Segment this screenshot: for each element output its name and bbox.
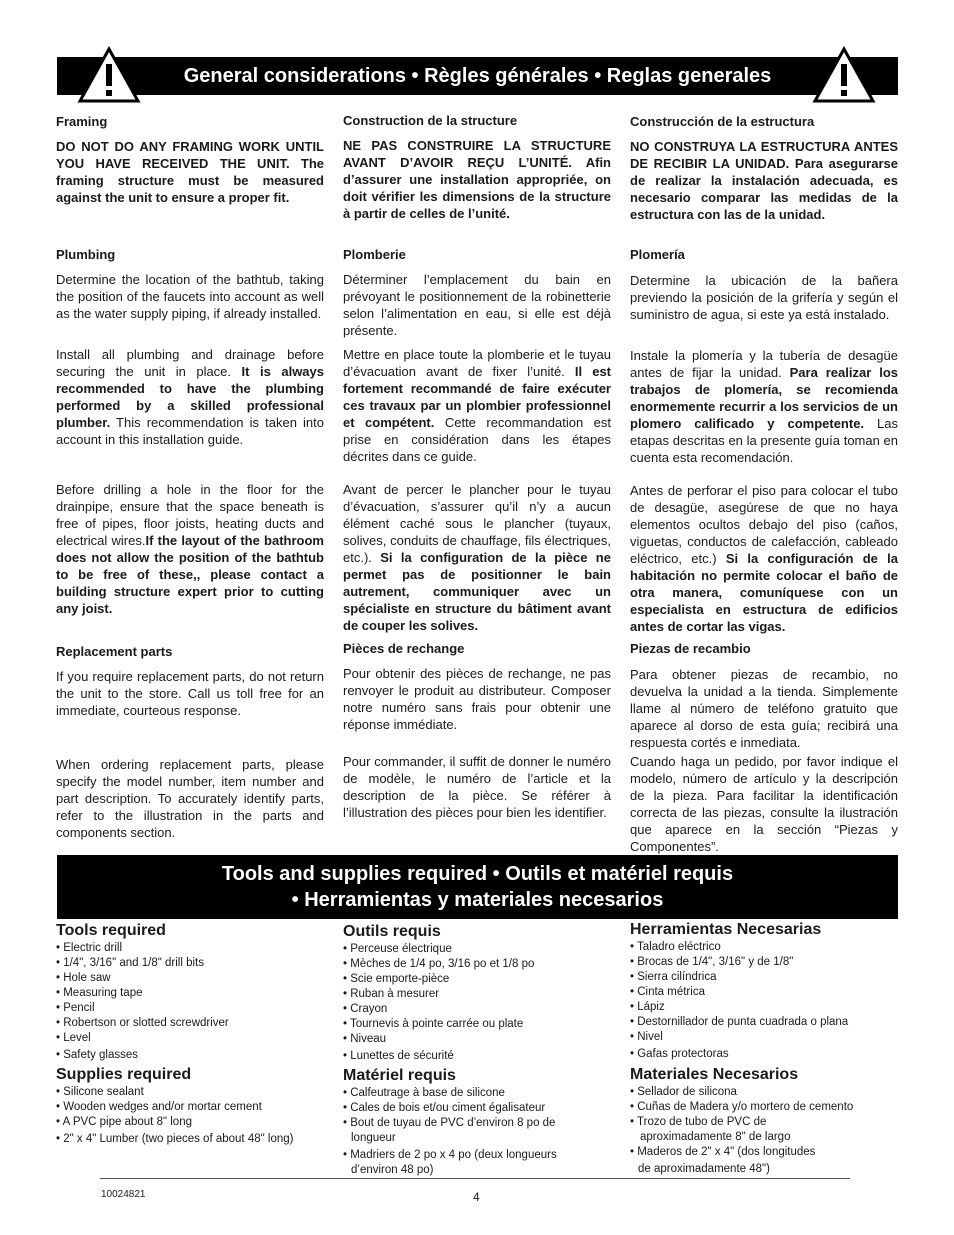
framing-text-fr: NE PAS CONSTRUIRE LA STRUCTURE AVANT D’AVOIR REÇU L’UNITÉ. Afin d’assurer une installation appropriée, on doit vérifier les dimensions de la structure à partir de celles de l’unité.	[343, 138, 611, 221]
list-item: • Robertson or slotted screwdriver	[56, 1017, 229, 1029]
plumbing-p2-fr: Mettre en place toute la plomberie et le tuyau d’évacuation avant de fixer l’unité. Il est fortement recommandé de faire exécuter ces travaux par un plombier professionnel et compétent. Cette recommandation est prise en considération dans les étapes décrites dans ce guide.	[343, 347, 612, 464]
footer-divider	[100, 1178, 850, 1179]
list-item: • Crayon	[343, 1003, 388, 1015]
supplies-list-es	[630, 1085, 853, 1177]
section-title-tools-line1: Tools and supplies required • Outils et matériel requis	[221, 863, 734, 885]
framing-heading-es: Construcción de la estructura	[630, 114, 815, 129]
tools-heading-es: Herramientas Necesarias	[630, 921, 822, 938]
replacement-p2-es: Cuando haga un pedido, por favor indique el modelo, número de artículo y la descripción de la pieza. Para facilitar la identificación correcta de las piezas, consulte la ilustración que aparece en la sección “Piezas y Componentes”.	[630, 754, 898, 854]
list-item: • Lápiz	[630, 1001, 665, 1013]
replacement-p2-en: When ordering replacement parts, please specify the model number, item number and part description. To accurately identify parts, refer to the illustration in the parts and components section.	[56, 757, 324, 840]
list-item: • Ruban à mesurer	[343, 988, 440, 1000]
plumbing-p1-en: Determine the location of the bathtub, taking the position of the faucets into account as well as the water supply piping, if already installed.	[56, 272, 324, 321]
list-item: • A PVC pipe about 8" long	[56, 1116, 192, 1128]
list-item: • Maderos de 2" x 4" (dos longitudes	[630, 1146, 816, 1158]
plumbing-p3-es: Antes de perforar el piso para colocar el tubo de desagüe, asegúrese de que no haya elementos ocultos debajo del piso (caños, viguetas, conductos de calefacción, cableado eléctrico, etc.) Si la configuración de la habitación no permite colocar el baño de otra manera, comuníquese con un especialista en estructura de edificios antes de cortar las vigas.	[630, 483, 898, 634]
replacement-p1-es: Para obtener piezas de recambio, no devuelva la unidad a la tienda. Simplemente llame al número de teléfono gratuito que aparece al dorso de esta guía; recibirá una respuesta cortés e inmediata.	[630, 667, 898, 750]
list-item: longueur	[351, 1132, 396, 1144]
list-item: • Pencil	[56, 1002, 95, 1014]
plumbing-heading-es: Plomería	[630, 247, 685, 262]
tools-list-fr	[343, 942, 534, 1064]
replacement-heading-fr: Pièces de rechange	[343, 641, 465, 656]
list-item: • Bout de tuyau de PVC d’environ 8 po de	[343, 1117, 556, 1129]
plumbing-heading-en: Plumbing	[56, 247, 116, 262]
tools-heading-en: Tools required	[56, 922, 166, 939]
section-title-general: General considerations • Règles générales • Reglas generales	[183, 65, 772, 87]
replacement-p1-fr: Pour obtenir des pièces de rechange, ne pas renvoyer le produit au distributeur. Composer notre numéro sans frais pour obtenir une réponse immédiate.	[343, 666, 611, 732]
list-item: • Destornillador de punta cuadrada o plana	[630, 1016, 849, 1028]
plumbing-p1-fr: Déterminer l’emplacement du bain en prévoyant le positionnement de la robinetterie selon l’alimentation en eau, si elle est déjà présente.	[343, 272, 611, 338]
plumbing-heading-fr: Plomberie	[343, 247, 406, 262]
list-item: • Gafas protectoras	[630, 1048, 729, 1060]
list-item: • Silicone sealant	[56, 1086, 144, 1098]
warning-triangle-right-icon	[812, 46, 876, 104]
replacement-p1-en: If you require replacement parts, do not return the unit to the store. Call us toll free for an immediate, courteous response.	[56, 669, 324, 718]
list-item: • Calfeutrage à base de silicone	[343, 1087, 505, 1099]
list-item: • Perceuse électrique	[343, 943, 452, 955]
list-item: • Cales de bois et/ou ciment égalisateur	[343, 1102, 546, 1114]
list-item: • Safety glasses	[56, 1049, 139, 1061]
list-item: • Tournevis à pointe carrée ou plate	[343, 1018, 524, 1030]
list-item: • Brocas de 1/4", 3/16" y de 1/8"	[630, 956, 794, 968]
framing-heading-en: Framing	[56, 114, 108, 129]
section-title-tools-line2: • Herramientas y materiales necesarios	[291, 889, 664, 911]
supplies-list-en	[56, 1085, 293, 1147]
list-item: • Level	[56, 1032, 91, 1044]
list-item: • Wooden wedges and/or mortar cement	[56, 1101, 262, 1113]
document-number: 10024821	[101, 1189, 146, 1200]
list-item: • Sierra cilíndrica	[630, 971, 717, 983]
list-item: • Niveau	[343, 1033, 387, 1045]
supplies-heading-es: Materiales Necesarios	[630, 1066, 799, 1083]
tools-list-en	[56, 941, 229, 1063]
list-item: • 1/4", 3/16" and 1/8" drill bits	[56, 957, 204, 969]
list-item: de aproximadamente 48")	[638, 1163, 770, 1175]
supplies-heading-en: Supplies required	[56, 1066, 192, 1083]
section-banner-tools	[57, 855, 898, 919]
tools-heading-fr: Outils requis	[343, 923, 441, 940]
list-item: • 2" x 4" Lumber (two pieces of about 48" long)	[56, 1133, 294, 1145]
list-item: • Sellador de silicona	[630, 1086, 737, 1098]
list-item: • Electric drill	[56, 942, 123, 954]
list-item: d’environ 48 po)	[351, 1164, 434, 1176]
list-item: • Hole saw	[56, 972, 111, 984]
list-item: • Trozo de tubo de PVC de	[630, 1116, 767, 1128]
list-item: • Lunettes de sécurité	[343, 1050, 454, 1062]
list-item: • Mèches de 1/4 po, 3/16 po et 1/8 po	[343, 958, 535, 970]
replacement-heading-es: Piezas de recambio	[630, 641, 751, 656]
warning-triangle-left-icon	[77, 46, 141, 104]
list-item: • Taladro eléctrico	[630, 941, 721, 953]
page-number: 4	[473, 1190, 480, 1204]
list-item: • Scie emporte-pièce	[343, 973, 450, 985]
plumbing-p1-es: Determine la ubicación de la bañera previendo la posición de la grifería y según el suministro de agua, si este ya está instalado.	[630, 273, 898, 322]
replacement-p2-fr: Pour commander, il suffit de donner le numéro de modèle, le numéro de l’article et la description de la pièce. Se référer à l’illustration des pièces pour bien les identifier.	[343, 754, 611, 820]
list-item: • Cinta métrica	[630, 986, 705, 998]
plumbing-p2-es: Instale la plomería y la tubería de desagüe antes de fijar la unidad. Para realizar los trabajos de plomería, se recomienda enormemente recurrir a los servicios de un plomero calificado y competente. Las etapas descritas en la presente guía toman en cuenta esta recomendación.	[630, 348, 899, 465]
plumbing-p3-fr: Avant de percer le plancher pour le tuyau d’évacuation, s’assurer qu’il n’y a aucun élément caché sous le plancher (tuyaux, solives, conduits de chauffage, fils électriques, etc.). Si la configuration de la pièce ne permet pas de positionner le bain autrement, communiquer avec un spécialiste en structure du bâtiment avant de couper les solives.	[343, 482, 611, 633]
supplies-heading-fr: Matériel requis	[343, 1067, 456, 1084]
list-item: • Madriers de 2 po x 4 po (deux longueurs	[343, 1149, 557, 1161]
framing-heading-fr: Construction de la structure	[343, 113, 518, 128]
list-item: • Nivel	[630, 1031, 663, 1043]
list-item: • Cuñas de Madera y/o mortero de cemento	[630, 1101, 854, 1113]
list-item: • Measuring tape	[56, 987, 143, 999]
list-item: aproximadamente 8" de largo	[640, 1131, 791, 1143]
framing-text-en: DO NOT DO ANY FRAMING WORK UNTIL YOU HAVE RECEIVED THE UNIT. The framing structure must be measured against the unit to ensure a proper fit.	[56, 139, 324, 205]
section-banner-general	[57, 57, 898, 95]
plumbing-p3-en: Before drilling a hole in the floor for the drainpipe, ensure that the space beneath is free of pipes, floor joists, heating ducts and electrical wires.If the layout of the bathroom does not allow the position of the bathtub to be free of these,, please contact a building structure expert prior to cutting any joist.	[56, 482, 324, 616]
supplies-list-fr	[343, 1086, 557, 1178]
plumbing-p2-en: Install all plumbing and drainage before securing the unit in place. It is always recommended to have the plumbing performed by a skilled professional plumber. This recommendation is taken into account in this installation guide.	[56, 347, 324, 447]
tools-list-es	[630, 940, 848, 1062]
framing-text-es: NO CONSTRUYA LA ESTRUCTURA ANTES DE RECIBIR LA UNIDAD. Para asegurarse de realizar la instalación adecuada, es necesario comparar las medidas de la estructura con las de la unidad.	[630, 139, 898, 222]
replacement-heading-en: Replacement parts	[56, 644, 173, 659]
